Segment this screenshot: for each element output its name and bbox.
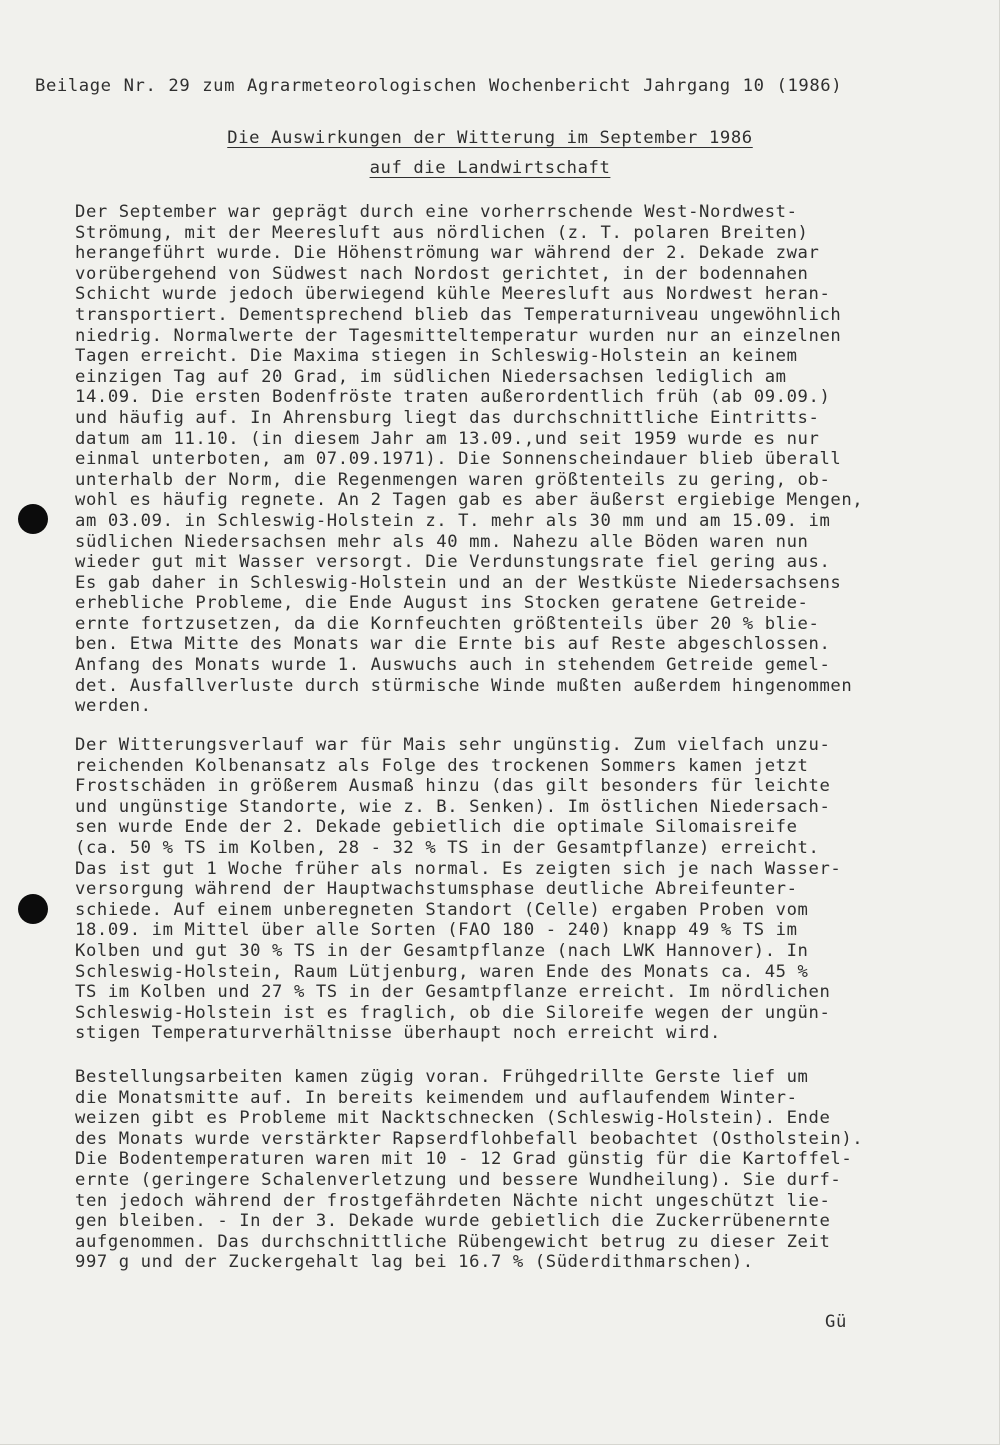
text-line: unterhalb der Norm, die Regenmengen waren größtenteils zu gering, ob- [75, 469, 831, 490]
text-line: ernte (geringere Schalenverletzung und bessere Wundheilung). Sie durf- [75, 1169, 842, 1190]
text-line: am 03.09. in Schleswig-Holstein z. T. mehr als 30 mm und am 15.09. im [75, 510, 831, 531]
text-line: erhebliche Probleme, die Ende August ins Stocken geratene Getreide- [75, 593, 809, 614]
text-line: Strömung, mit der Meeresluft aus nördlichen (z. T. polaren Breiten) [75, 222, 809, 243]
text-line: Der Witterungsverlauf war für Mais sehr ungünstig. Zum vielfach unzu- [75, 735, 831, 755]
text-line: det. Ausfallverluste durch stürmische Winde mußten außerdem hingenommen [75, 675, 853, 696]
text-line: einmal unterboten, am 07.09.1971). Die Sonnenscheindauer blieb überall [75, 449, 842, 470]
text-line: herangeführt wurde. Die Höhenströmung war während der 2. Dekade zwar [75, 243, 820, 264]
text-line: südlichen Niedersachsen mehr als 40 mm. Nahezu alle Böden waren nun [75, 531, 809, 552]
text-line: (ca. 50 % TS im Kolben, 28 - 32 % TS in der Gesamtpflanze) erreicht. [75, 837, 820, 858]
document-subtitle: auf die Landwirtschaft [369, 158, 611, 178]
text-line: 18.09. im Mittel über alle Sorten (FAO 180 - 240) knapp 49 % TS im [75, 920, 798, 941]
text-line: Der September war geprägt durch eine vorherrschende West-Nordwest- [75, 202, 798, 222]
text-line: Die Bodentemperaturen waren mit 10 - 12 Grad günstig für die Kartoffel- [75, 1149, 853, 1170]
text-line: und ungünstige Standorte, wie z. B. Senken). Im östlichen Niedersach- [75, 796, 831, 817]
punch-hole [18, 894, 48, 924]
text-line: 14.09. Die ersten Bodenfröste traten außerordentlich früh (ab 09.09.) [75, 387, 831, 408]
text-line: Das ist gut 1 Woche früher als normal. Es zeigten sich je nach Wasser- [75, 858, 842, 879]
text-line: Schleswig-Holstein, Raum Lütjenburg, waren Ende des Monats ca. 45 % [75, 961, 809, 982]
text-line: Schleswig-Holstein ist es fraglich, ob die Siloreife wegen der ungün- [75, 1002, 831, 1023]
text-line: datum am 11.10. (in diesem Jahr am 13.09.,und seit 1959 wurde es nur [75, 428, 820, 449]
text-line: werden. [75, 696, 152, 717]
text-line: Bestellungsarbeiten kamen zügig voran. Frühgedrillte Gerste lief um [75, 1067, 809, 1087]
text-line: ben. Etwa Mitte des Monats war die Ernte bis auf Reste abgeschlossen. [75, 634, 831, 655]
text-line: versorgung während der Hauptwachstumsphase deutliche Abreifeunter- [75, 879, 798, 900]
text-line: Schicht wurde jedoch überwiegend kühle Meeresluft aus Nordwest heran- [75, 284, 831, 305]
text-line: TS im Kolben und 27 % TS in der Gesamtpflanze erreicht. Im nördlichen [75, 982, 831, 1003]
signature: Gü [825, 1312, 847, 1332]
text-line: Tagen erreicht. Die Maxima stiegen in Schleswig-Holstein an keinem [75, 346, 798, 367]
paragraph-weather [75, 202, 985, 717]
text-line: ten jedoch während der frostgefährdeten Nächte nicht ungeschützt lie- [75, 1190, 831, 1211]
text-line: niedrig. Normalwerte der Tagesmitteltemperatur wurden nur an einzelnen [75, 325, 842, 346]
document-header: Beilage Nr. 29 zum Agrarmeteorologischen Wochenbericht Jahrgang 10 (1986) [35, 76, 843, 96]
text-line: und häufig auf. In Ahrensburg liegt das durchschnittliche Eintritts- [75, 407, 820, 428]
text-line: Es gab daher in Schleswig-Holstein und an der Westküste Niedersachsens [75, 572, 842, 593]
text-line: des Monats wurde verstärkter Rapserdflohbefall beobachtet (Ostholstein). [75, 1128, 864, 1149]
text-line: Kolben und gut 30 % TS in der Gesamtpflanze (nach LWK Hannover). In [75, 940, 809, 961]
text-line: einzigen Tag auf 20 Grad, im südlichen Niedersachsen lediglich am [75, 366, 787, 387]
punch-hole [18, 504, 48, 534]
text-line: die Monatsmitte auf. In bereits keimendem und auflaufendem Winter- [75, 1087, 798, 1108]
text-line: gen bleiben. - In der 3. Dekade wurde gebietlich die Zuckerrübenernte [75, 1211, 831, 1232]
paragraph-maize [75, 735, 985, 1044]
text-line: Anfang des Monats wurde 1. Auswuchs auch in stehendem Getreide gemel- [75, 655, 831, 676]
text-line: stigen Temperaturverhältnisse überhaupt noch erreicht wird. [75, 1023, 721, 1044]
text-line: aufgenommen. Das durchschnittliche Rübengewicht betrug zu dieser Zeit [75, 1231, 831, 1252]
text-line: wieder gut mit Wasser versorgt. Die Verdunstungsrate fiel gering aus. [75, 552, 831, 573]
text-line: ernte fortzusetzen, da die Kornfeuchten größtenteils über 20 % blie- [75, 613, 820, 634]
text-line: schiede. Auf einem unberegneten Standort (Celle) ergaben Proben vom [75, 899, 809, 920]
text-line: wohl es häufig regnete. An 2 Tagen gab es aber äußerst ergiebige Mengen, [75, 490, 864, 511]
text-line: transportiert. Dementsprechend blieb das Temperaturniveau ungewöhnlich [75, 304, 842, 325]
text-line: vorübergehend von Südwest nach Nordost gerichtet, in der bodennahen [75, 263, 809, 284]
paragraph-fieldwork [75, 1067, 985, 1273]
document-title: Die Auswirkungen der Witterung im September 1986 [227, 128, 753, 148]
text-line: 997 g und der Zuckergehalt lag bei 16.7 % (Süderdithmarschen). [75, 1252, 754, 1273]
text-line: sen wurde Ende der 2. Dekade gebietlich die optimale Silomaisreife [75, 817, 798, 838]
text-line: reichenden Kolbenansatz als Folge des trockenen Sommers kamen jetzt [75, 755, 809, 776]
text-line: Frostschäden in größerem Ausmaß hinzu (das gilt besonders für leichte [75, 776, 831, 797]
text-line: weizen gibt es Probleme mit Nacktschnecken (Schleswig-Holstein). Ende [75, 1108, 831, 1129]
